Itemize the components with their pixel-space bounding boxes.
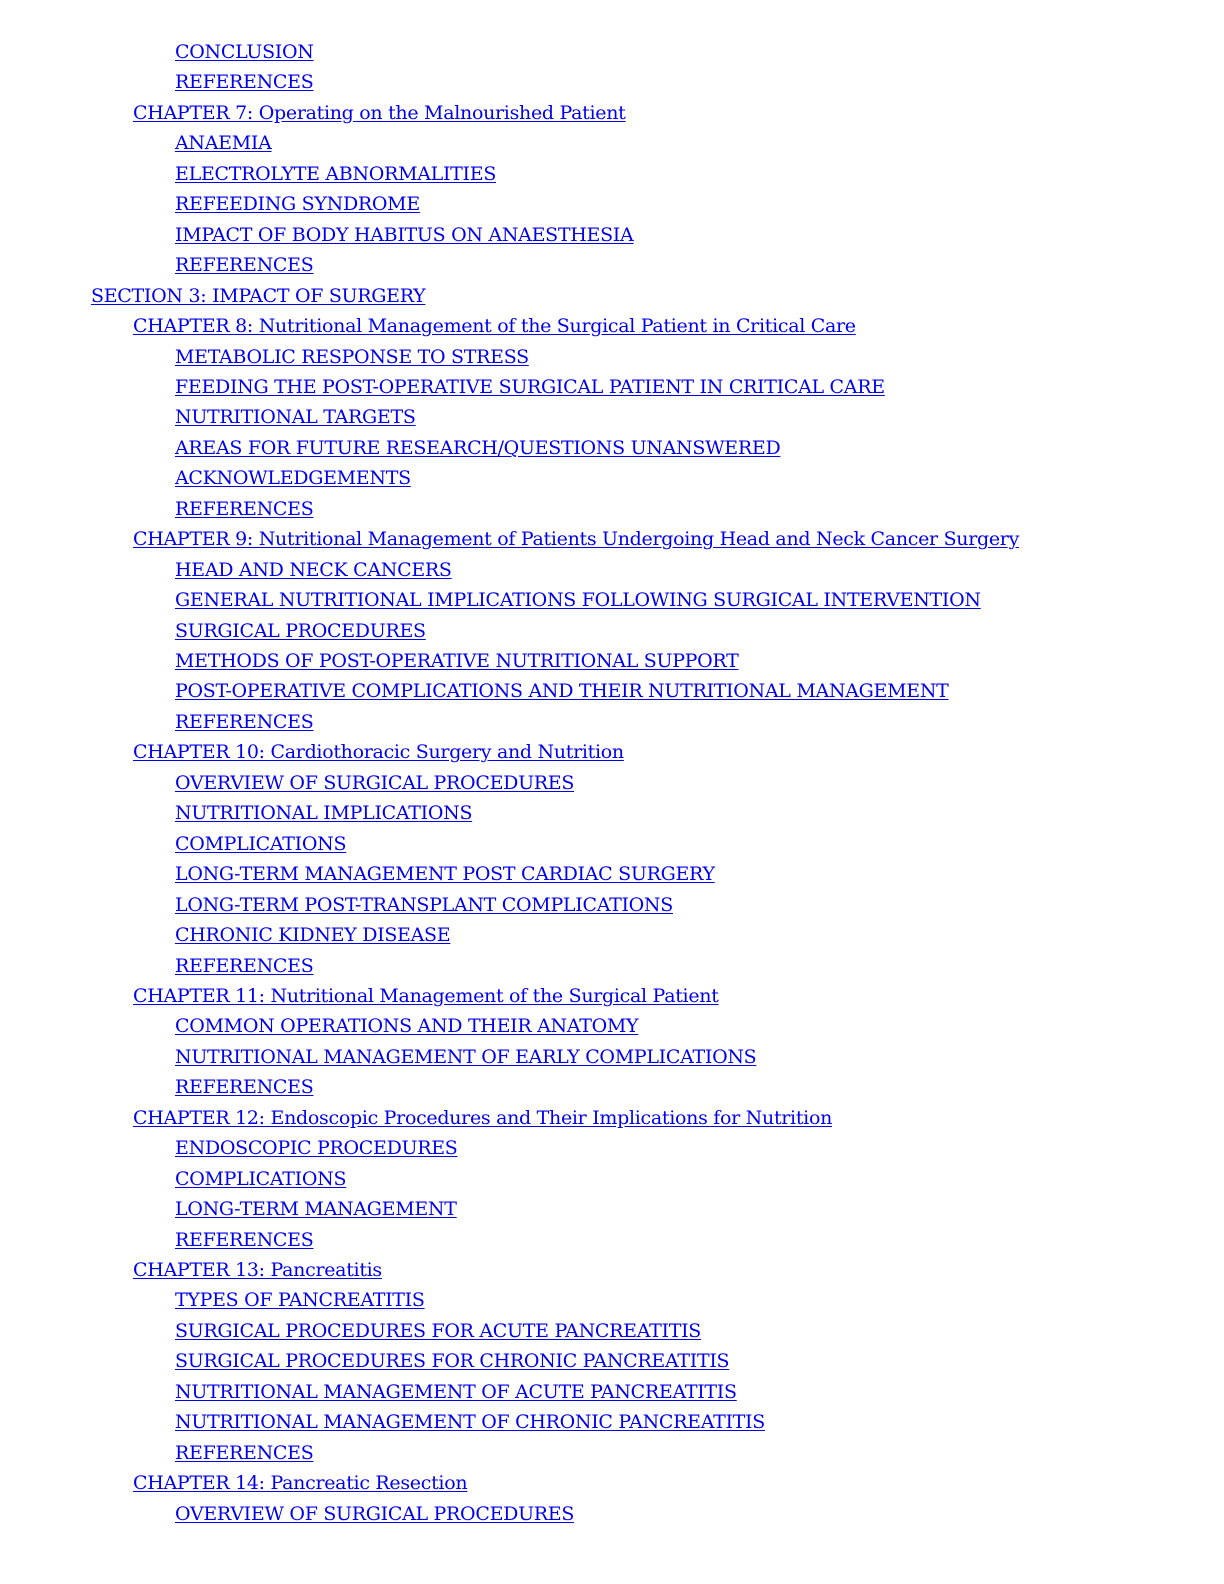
toc-link-subsection[interactable]: LONG-TERM MANAGEMENT POST CARDIAC SURGERY — [175, 863, 715, 886]
toc-link-subsection[interactable]: NUTRITIONAL IMPLICATIONS — [175, 802, 473, 825]
toc-link-subsection[interactable]: ANAEMIA — [175, 132, 272, 155]
toc-link-subsection[interactable]: ELECTROLYTE ABNORMALITIES — [175, 162, 497, 185]
toc-entry-section — [0, 281, 425, 311]
toc-entry-subsection — [0, 1407, 765, 1437]
toc-entry-subsection — [0, 585, 981, 615]
toc-entry-subsection — [0, 646, 738, 676]
toc-link-subsection[interactable]: POST-OPERATIVE COMPLICATIONS AND THEIR NUTRITIONAL MANAGEMENT — [175, 680, 949, 703]
toc-link-subsection[interactable]: OVERVIEW OF SURGICAL PROCEDURES — [175, 1502, 575, 1525]
toc-link-subsection[interactable]: REFEEDING SYNDROME — [175, 193, 420, 216]
toc-entry-subsection — [0, 829, 346, 859]
toc-entry-subsection — [0, 1072, 313, 1102]
toc-entry-subsection — [0, 1499, 574, 1529]
toc-entry-subsection — [0, 1164, 346, 1194]
toc-entry-subsection — [0, 920, 450, 950]
toc-link-subsection[interactable]: FEEDING THE POST-OPERATIVE SURGICAL PATIENT IN CRITICAL CARE — [175, 375, 885, 398]
toc-entry-subsection — [0, 402, 416, 432]
toc-entry-subsection — [0, 220, 633, 250]
toc-entry-subsection — [0, 1377, 737, 1407]
toc-entry-subsection — [0, 494, 313, 524]
toc-link-subsection[interactable]: TYPES OF PANCREATITIS — [175, 1289, 425, 1312]
toc-entry-subsection — [0, 1042, 756, 1072]
toc-entry-chapter — [0, 1468, 467, 1498]
toc-link-subsection[interactable]: METABOLIC RESPONSE TO STRESS — [175, 345, 529, 368]
toc-link-subsection[interactable]: REFERENCES — [175, 1441, 314, 1464]
toc-entry-chapter — [0, 524, 1019, 554]
toc-entry-subsection — [0, 1346, 729, 1376]
toc-link-subsection[interactable]: AREAS FOR FUTURE RESEARCH/QUESTIONS UNANSWERED — [175, 436, 781, 459]
toc-link-subsection[interactable]: SURGICAL PROCEDURES FOR CHRONIC PANCREATITIS — [175, 1350, 730, 1373]
toc-entry-subsection — [0, 463, 411, 493]
toc-entry-subsection — [0, 1133, 458, 1163]
toc-link-subsection[interactable]: REFERENCES — [175, 954, 314, 977]
toc-link-subsection[interactable]: COMMON OPERATIONS AND THEIR ANATOMY — [175, 1015, 639, 1038]
toc-link-subsection[interactable]: LONG-TERM POST-TRANSPLANT COMPLICATIONS — [175, 893, 673, 916]
toc-entry-subsection — [0, 433, 780, 463]
toc-link-chapter[interactable]: CHAPTER 12: Endoscopic Procedures and Their Implications for Nutrition — [133, 1106, 833, 1129]
toc-entry-subsection — [0, 1225, 313, 1255]
toc-entry-subsection — [0, 1316, 701, 1346]
toc-entry-subsection — [0, 951, 313, 981]
toc-link-subsection[interactable]: REFERENCES — [175, 710, 314, 733]
toc-link-subsection[interactable]: ACKNOWLEDGEMENTS — [175, 467, 411, 490]
toc-entry-subsection — [0, 768, 574, 798]
toc-entry-subsection — [0, 128, 272, 158]
toc-link-subsection[interactable]: COMPLICATIONS — [175, 1167, 347, 1190]
toc-entry-subsection — [0, 555, 452, 585]
toc-link-subsection[interactable]: COMPLICATIONS — [175, 832, 347, 855]
toc-entry-chapter — [0, 311, 856, 341]
toc-entry-chapter — [0, 981, 719, 1011]
toc-entry-chapter — [0, 737, 624, 767]
toc-entry-subsection — [0, 859, 715, 889]
toc-link-chapter[interactable]: CHAPTER 8: Nutritional Management of the Surgical Patient in Critical Care — [133, 315, 856, 338]
toc-link-chapter[interactable]: CHAPTER 13: Pancreatitis — [133, 1259, 382, 1281]
toc-link-subsection[interactable]: REFERENCES — [175, 497, 314, 520]
toc-link-subsection[interactable]: NUTRITIONAL TARGETS — [175, 406, 416, 429]
toc-link-subsection[interactable]: NUTRITIONAL MANAGEMENT OF ACUTE PANCREATITIS — [175, 1380, 737, 1403]
toc-entry-chapter — [0, 1103, 832, 1133]
toc-entry-subsection — [0, 250, 313, 280]
toc-entry-chapter — [0, 1255, 382, 1285]
toc-link-chapter[interactable]: CHAPTER 7: Operating on the Malnourished Patient — [133, 101, 626, 124]
toc-link-subsection[interactable]: REFERENCES — [175, 254, 314, 277]
toc-entry-subsection — [0, 798, 472, 828]
toc-entry-chapter — [0, 98, 626, 128]
toc-link-subsection[interactable]: REFERENCES — [175, 1228, 314, 1251]
toc-link-subsection[interactable]: REFERENCES — [175, 71, 314, 94]
toc-link-subsection[interactable]: OVERVIEW OF SURGICAL PROCEDURES — [175, 771, 575, 794]
toc-link-chapter[interactable]: CHAPTER 9: Nutritional Management of Patients Undergoing Head and Neck Cancer Surgery — [133, 528, 1020, 551]
toc-link-subsection[interactable]: LONG-TERM MANAGEMENT — [175, 1198, 457, 1221]
toc-link-subsection[interactable]: NUTRITIONAL MANAGEMENT OF CHRONIC PANCREATITIS — [175, 1411, 765, 1434]
toc-link-chapter[interactable]: CHAPTER 11: Nutritional Management of the Surgical Patient — [133, 984, 719, 1007]
toc-link-chapter[interactable]: CHAPTER 14: Pancreatic Resection — [133, 1472, 468, 1495]
toc-link-subsection[interactable]: ENDOSCOPIC PROCEDURES — [175, 1137, 458, 1160]
toc-link-subsection[interactable]: REFERENCES — [175, 1076, 314, 1099]
toc-entry-subsection — [0, 707, 313, 737]
toc-entry-subsection — [0, 159, 496, 189]
toc-entry-subsection — [0, 1438, 313, 1468]
toc-entry-subsection — [0, 189, 420, 219]
toc-link-subsection[interactable]: CHRONIC KIDNEY DISEASE — [175, 924, 451, 947]
toc-entry-subsection — [0, 676, 949, 706]
toc-link-subsection[interactable]: NUTRITIONAL MANAGEMENT OF EARLY COMPLICATIONS — [175, 1045, 757, 1068]
toc-entry-subsection — [0, 342, 529, 372]
toc-entry-subsection — [0, 1194, 457, 1224]
toc-link-subsection[interactable]: HEAD AND NECK CANCERS — [175, 558, 452, 581]
toc-entry-subsection — [0, 37, 314, 67]
toc-link-subsection[interactable]: GENERAL NUTRITIONAL IMPLICATIONS FOLLOWING SURGICAL INTERVENTION — [175, 589, 981, 612]
toc-entry-subsection — [0, 890, 673, 920]
toc-link-subsection[interactable]: CONCLUSION — [175, 41, 314, 63]
toc-entry-subsection — [0, 372, 885, 402]
toc-link-chapter[interactable]: CHAPTER 10: Cardiothoracic Surgery and Nutrition — [133, 741, 624, 764]
toc-link-subsection[interactable]: METHODS OF POST-OPERATIVE NUTRITIONAL SUPPORT — [175, 650, 739, 672]
toc-entry-subsection — [0, 67, 313, 97]
toc-link-subsection[interactable]: SURGICAL PROCEDURES FOR ACUTE PANCREATITIS — [175, 1319, 701, 1342]
toc-link-subsection[interactable]: IMPACT OF BODY HABITUS ON ANAESTHESIA — [175, 223, 634, 246]
toc-link-section[interactable]: SECTION 3: IMPACT OF SURGERY — [91, 284, 426, 307]
toc-link-subsection[interactable]: SURGICAL PROCEDURES — [175, 619, 426, 642]
toc-entry-subsection — [0, 1285, 425, 1315]
toc-entry-subsection — [0, 1011, 638, 1041]
toc-entry-subsection — [0, 616, 426, 646]
